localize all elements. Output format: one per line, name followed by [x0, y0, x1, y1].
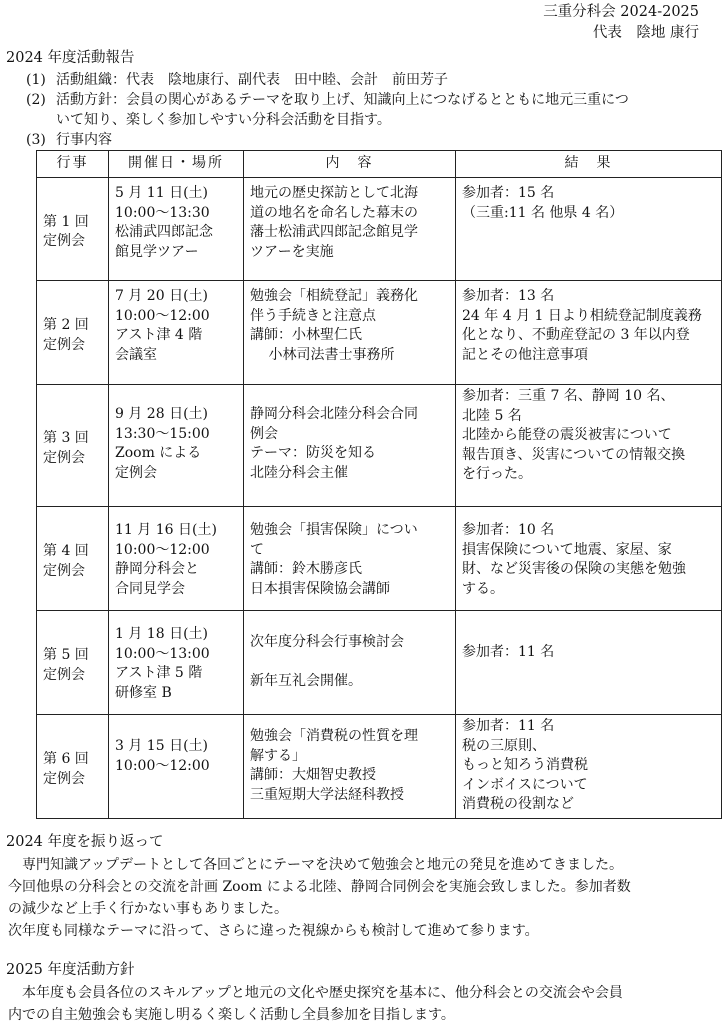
date-cell — [109, 715, 244, 819]
review-title: 2024 年度を振り返って — [6, 834, 164, 850]
date-line: 10:00～12:00 — [115, 307, 210, 324]
content-line: 道の地名を命名した幕末の — [250, 204, 418, 221]
date-line: 定例会 — [115, 464, 157, 481]
date-line: 3 月 15 日(土) — [115, 738, 208, 754]
content-line: 解する」 — [250, 747, 306, 764]
content-cell — [244, 507, 456, 611]
content-cell — [244, 385, 456, 507]
content-line: 勉強会「相続登記」義務化 — [250, 288, 418, 304]
result-line: 消費税の役割など — [462, 796, 574, 812]
policy-paragraph — [8, 982, 718, 1026]
date-line: アスト津 5 階 — [115, 665, 203, 681]
date-cell — [109, 611, 244, 715]
result-line: 参加者：15 名 — [462, 185, 555, 201]
event-line: 定例会 — [43, 562, 85, 579]
content-line: 講師：小林聖仁氏 — [250, 327, 362, 343]
date-cell — [109, 281, 244, 385]
date-line: 松浦武四郎記念 — [115, 224, 213, 240]
event-cell — [37, 611, 109, 715]
content-line: 次年度分科会行事検討会 — [250, 634, 404, 650]
date-line: 館見学ツアー — [115, 243, 199, 260]
result-line: する。 — [462, 580, 504, 597]
result-cell — [456, 507, 722, 611]
content-line: テーマ：防災を知る — [250, 445, 376, 461]
report-item-1 — [26, 70, 448, 90]
result-line: 参加者：11 名 — [462, 718, 555, 734]
event-line: 第 4 回 — [43, 543, 89, 559]
result-cell — [456, 281, 722, 385]
event-cell — [37, 385, 109, 507]
date-line: 会議室 — [115, 346, 157, 363]
review-line: 今回他県の分科会との交流を計画 Zoom による北陸、静岡合同例会を実施会致しました。参加者数 — [8, 879, 631, 895]
table-row — [37, 611, 722, 715]
content-line: 三重短期大学法経科教授 — [250, 786, 404, 803]
org-line: 三重分科会 2024-2025 — [543, 4, 699, 20]
content-line: 小林司法書士事務所 — [250, 346, 395, 363]
date-line: Zoom による — [115, 445, 202, 461]
event-line: 定例会 — [43, 449, 85, 466]
result-line: インボイスについて — [462, 776, 588, 793]
event-cell — [37, 281, 109, 385]
item-number: (3) — [26, 132, 46, 148]
result-cell — [456, 385, 722, 507]
content-line: 新年互礼会開催。 — [250, 673, 362, 689]
event-line: 第 6 回 — [43, 751, 89, 767]
content-line: て — [250, 541, 264, 558]
content-line: 地元の歴史探訪として北海 — [250, 185, 418, 201]
result-line: 報告頂き、災害についての情報交換 — [462, 446, 686, 463]
event-cell — [37, 507, 109, 611]
result-cell — [456, 611, 722, 715]
item-text: いて知り、楽しく参加しやすい分科会活動を目指す。 — [56, 112, 391, 128]
date-line: 7 月 20 日(土) — [115, 288, 208, 304]
review-line: 専門知識アップデートとして各回ごとにテーマを決めて勉強会と地元の発見を進めてきました。 — [8, 857, 624, 873]
date-line: 10:00～12:00 — [115, 541, 210, 558]
representative-line: 代表 陰地 康行 — [592, 25, 699, 41]
date-line: 1 月 18 日(土) — [115, 626, 208, 642]
item-number: (1) — [26, 72, 46, 88]
result-line: 北陸 5 名 — [462, 407, 522, 424]
result-line: 参加者：10 名 — [462, 522, 555, 538]
content-line: 勉強会「損害保険」につい — [250, 522, 418, 538]
date-line: 5 月 11 日(土) — [115, 185, 208, 201]
item-text: 活動方針：会員の関心があるテーマを取り上げ、知識向上につなげるとともに地元三重につ — [56, 92, 629, 108]
result-line: 参加者：三重 7 名、静岡 10 名、 — [462, 388, 675, 404]
result-cell — [456, 178, 722, 281]
table-row — [37, 178, 722, 281]
event-line: 第 3 回 — [43, 430, 89, 446]
result-line: （三重:11 名 他県 4 名） — [462, 204, 624, 221]
result-cell — [456, 715, 722, 819]
table-header-row — [37, 151, 722, 178]
event-cell — [37, 178, 109, 281]
table-row — [37, 385, 722, 507]
event-line: 定例会 — [43, 233, 85, 249]
table-row — [37, 507, 722, 611]
content-cell — [244, 281, 456, 385]
content-cell — [244, 178, 456, 281]
item-number: (2) — [26, 92, 46, 108]
event-line: 定例会 — [43, 770, 85, 787]
event-line: 定例会 — [43, 666, 85, 683]
content-line: 講師：鈴木勝彦氏 — [250, 561, 362, 577]
header-content: 内 容 — [244, 151, 456, 178]
result-line: もっと知ろう消費税 — [462, 757, 588, 773]
header-event: 行事 — [37, 151, 109, 178]
header-date-place: 開催日・場所 — [109, 151, 244, 178]
result-line: 参加者：11 名 — [462, 644, 555, 660]
table-row — [37, 281, 722, 385]
content-line: ツアーを実施 — [250, 243, 334, 260]
content-line: 勉強会「消費税の性質を理 — [250, 728, 418, 744]
content-line: 例会 — [250, 425, 278, 442]
result-line: 記とその他注意事項 — [462, 346, 588, 363]
review-line: の減少など上手く行かない事もありました。 — [8, 901, 288, 917]
date-line: 9 月 28 日(土) — [115, 406, 208, 422]
content-line — [250, 653, 451, 673]
result-line: 財、など災害後の保険の実態を勉強 — [462, 561, 686, 577]
result-line: 化となり、不動産登記の 3 年以内登 — [462, 327, 690, 343]
item-text: 行事内容 — [56, 132, 112, 148]
date-line: 合同見学会 — [115, 580, 185, 597]
content-line: 北陸分科会主催 — [250, 464, 348, 481]
date-cell — [109, 507, 244, 611]
content-cell — [244, 715, 456, 819]
date-line: アスト津 4 階 — [115, 327, 203, 343]
date-cell — [109, 178, 244, 281]
events-table — [36, 150, 722, 819]
header-result: 結 果 — [456, 151, 722, 178]
content-line: 静岡分科会北陸分科会合同 — [250, 406, 418, 422]
date-line: 研修室 B — [115, 684, 172, 701]
policy-line: 内での自主勉強会も実施し明るく楽しく活動し全員参加を目指します。 — [8, 1007, 455, 1023]
date-line: 11 月 16 日(土) — [115, 522, 217, 538]
report-title: 2024 年度活動報告 — [6, 50, 135, 66]
event-cell — [37, 715, 109, 819]
report-item-3 — [26, 130, 112, 150]
date-line: 10:00～13:30 — [115, 204, 210, 221]
event-line: 定例会 — [43, 336, 85, 353]
result-line: を行った。 — [462, 466, 532, 482]
document-header — [543, 2, 699, 44]
content-cell — [244, 611, 456, 715]
policy-title: 2025 年度活動方針 — [6, 962, 135, 978]
report-item-2 — [26, 90, 629, 128]
content-line: 伴う手続きと注意点 — [250, 307, 376, 324]
content-line: 日本損害保険協会講師 — [250, 580, 390, 597]
table-row — [37, 715, 722, 819]
event-line: 第 2 回 — [43, 317, 89, 333]
date-line: 13:30～15:00 — [115, 425, 210, 442]
date-line: 10:00～12:00 — [115, 757, 210, 774]
date-line: 10:00～13:00 — [115, 645, 210, 662]
policy-line: 本年度も会員各位のスキルアップと地元の文化や歴史探究を基本に、他分科会との交流会や会員 — [8, 985, 623, 1001]
result-line: 参加者：13 名 — [462, 288, 555, 304]
date-line: 静岡分科会と — [115, 561, 199, 577]
content-line: 藩士松浦武四郎記念館見学 — [250, 224, 418, 240]
event-line: 第 5 回 — [43, 647, 89, 663]
content-line: 講師：大畑智史教授 — [250, 767, 376, 783]
review-paragraph — [8, 854, 718, 942]
result-line: 税の三原則、 — [462, 737, 546, 754]
result-line: 24 年 4 月 1 日より相続登記制度義務 — [462, 307, 702, 324]
result-line: 北陸から能登の震災被害について — [462, 427, 672, 443]
event-line: 第 1 回 — [43, 213, 89, 230]
review-line: 次年度も同様なテーマに沿って、さらに違った視線からも検討して進めて参ります。 — [8, 923, 539, 939]
date-cell — [109, 385, 244, 507]
result-line: 損害保険について地震、家屋、家 — [462, 541, 672, 558]
item-text: 活動組織：代表 陰地康行、副代表 田中睦、会計 前田芳子 — [56, 72, 448, 88]
